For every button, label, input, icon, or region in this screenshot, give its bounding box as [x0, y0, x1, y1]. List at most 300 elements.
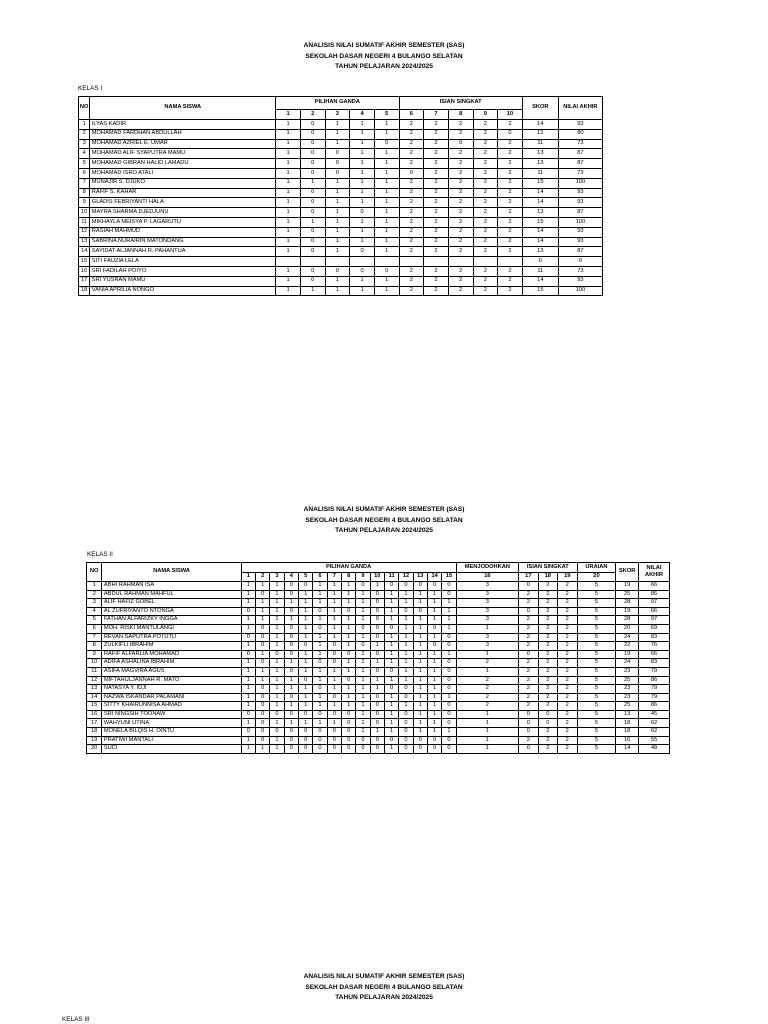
item-score: 1	[350, 286, 375, 296]
item-score: 2	[424, 286, 449, 296]
item-score: 1	[374, 178, 399, 188]
item-score: 1	[241, 642, 255, 651]
student-row	[87, 685, 670, 694]
item-score: 1	[427, 710, 441, 719]
item-score: 1	[399, 667, 413, 676]
question-number: 10	[498, 110, 523, 120]
item-score: 1	[325, 208, 350, 218]
total-score: 19	[616, 581, 639, 590]
final-grade: 80	[558, 129, 602, 139]
item-score: 2	[424, 227, 449, 237]
item-score: 2	[456, 659, 518, 668]
student-no: 17	[87, 719, 102, 728]
item-score: 1	[427, 676, 441, 685]
item-score: 0	[241, 633, 255, 642]
item-score: 1	[341, 693, 355, 702]
item-score: 1	[427, 719, 441, 728]
final-grade: 0	[558, 257, 602, 267]
header-nama: NAMA SISWA	[90, 97, 276, 120]
item-score: 1	[341, 581, 355, 590]
item-score: 1	[276, 208, 301, 218]
item-score: 0	[399, 168, 424, 178]
item-score	[498, 257, 523, 267]
student-row	[79, 227, 603, 237]
student-row	[87, 590, 670, 599]
student-row	[79, 149, 603, 159]
item-score: 0	[370, 736, 384, 745]
item-score: 2	[424, 217, 449, 227]
student-name: SRI NINGSIH TOONAW	[102, 710, 241, 719]
item-score: 2	[399, 227, 424, 237]
item-score: 2	[538, 607, 557, 616]
item-score: 2	[399, 159, 424, 169]
item-score: 0	[284, 624, 298, 633]
item-score: 1	[356, 590, 370, 599]
item-score: 1	[325, 119, 350, 129]
total-score: 14	[522, 237, 558, 247]
item-score: 2	[473, 188, 498, 198]
item-score: 1	[270, 624, 284, 633]
header-skor: SKOR	[616, 563, 639, 582]
student-row	[87, 581, 670, 590]
item-score: 1	[413, 676, 427, 685]
item-score: 1	[442, 599, 456, 608]
student-row	[79, 266, 603, 276]
student-row	[87, 667, 670, 676]
student-name: MOHAMAD ISRO ATALI	[90, 168, 276, 178]
item-score	[374, 257, 399, 267]
item-score: 0	[356, 624, 370, 633]
report-title: ANALISIS NILAI SUMATIF AKHIR SEMESTER (SAS)	[303, 506, 465, 513]
item-score: 1	[350, 168, 375, 178]
item-score: 0	[370, 590, 384, 599]
student-name: ABDUL RAHMAN MAHFUL	[102, 590, 241, 599]
item-score: 2	[424, 188, 449, 198]
item-score: 0	[356, 642, 370, 651]
item-score: 0	[300, 266, 325, 276]
item-score: 1	[356, 650, 370, 659]
item-score: 0	[448, 139, 473, 149]
item-score: 1	[427, 702, 441, 711]
item-score: 1	[356, 599, 370, 608]
item-score: 2	[558, 710, 577, 719]
header-no: NO	[79, 97, 90, 120]
total-score: 16	[616, 736, 639, 745]
student-row	[79, 217, 603, 227]
item-score: 1	[341, 659, 355, 668]
student-name: GLADIS FEBRIYANTI HALA	[90, 198, 276, 208]
item-score: 5	[577, 745, 616, 754]
item-score: 0	[327, 642, 341, 651]
question-number: 8	[341, 573, 355, 582]
item-score: 0	[370, 745, 384, 754]
student-row	[79, 119, 603, 129]
item-score: 1	[350, 119, 375, 129]
student-no: 9	[79, 198, 90, 208]
item-score: 5	[577, 693, 616, 702]
question-number: 12	[399, 573, 413, 582]
item-score: 2	[558, 642, 577, 651]
item-score: 1	[356, 659, 370, 668]
student-no: 13	[79, 237, 90, 247]
item-score: 0	[327, 650, 341, 659]
item-score: 1	[384, 702, 398, 711]
item-score: 1	[413, 659, 427, 668]
item-score: 1	[399, 633, 413, 642]
total-score: 13	[616, 710, 639, 719]
item-score: 1	[256, 745, 270, 754]
student-no: 7	[87, 633, 102, 642]
item-score: 1	[350, 188, 375, 198]
student-row	[79, 168, 603, 178]
item-score: 0	[284, 642, 298, 651]
item-score: 0	[313, 710, 327, 719]
item-score: 1	[270, 745, 284, 754]
item-score: 0	[325, 159, 350, 169]
item-score: 1	[341, 599, 355, 608]
item-score: 0	[256, 659, 270, 668]
total-score: 11	[522, 266, 558, 276]
item-score: 1	[241, 736, 255, 745]
item-score: 1	[327, 667, 341, 676]
item-score: 2	[538, 650, 557, 659]
item-score: 5	[577, 633, 616, 642]
student-row	[79, 286, 603, 296]
item-score: 0	[241, 650, 255, 659]
item-score: 0	[313, 685, 327, 694]
final-grade: 83	[638, 633, 669, 642]
item-score: 1	[276, 149, 301, 159]
final-grade: 83	[638, 659, 669, 668]
student-no: 10	[87, 659, 102, 668]
item-score: 1	[270, 642, 284, 651]
student-row	[79, 276, 603, 286]
total-score: 28	[616, 616, 639, 625]
total-score: 19	[616, 607, 639, 616]
student-row	[87, 650, 670, 659]
item-score: 1	[300, 286, 325, 296]
item-score: 1	[413, 599, 427, 608]
item-score: 0	[519, 719, 538, 728]
item-score: 2	[519, 736, 538, 745]
item-score: 1	[384, 607, 398, 616]
item-score: 1	[341, 702, 355, 711]
question-number: 8	[448, 110, 473, 120]
item-score: 2	[538, 745, 557, 754]
item-score: 0	[299, 581, 313, 590]
item-score: 2	[558, 633, 577, 642]
student-no: 14	[87, 693, 102, 702]
item-score: 2	[448, 247, 473, 257]
kelas-1-label: KELAS I	[78, 85, 103, 92]
total-score: 25	[616, 590, 639, 599]
item-score: 2	[538, 642, 557, 651]
student-name: SITI FAUZIA LELA	[90, 257, 276, 267]
student-no: 15	[87, 702, 102, 711]
student-no: 16	[87, 710, 102, 719]
student-name: SABRINA NURAIRIN MATONDANG	[90, 237, 276, 247]
item-score: 2	[538, 633, 557, 642]
student-row	[87, 736, 670, 745]
item-score: 0	[256, 642, 270, 651]
final-grade: 73	[558, 266, 602, 276]
student-row	[79, 237, 603, 247]
item-score: 1	[341, 642, 355, 651]
student-name: MOH. RISKI MANTULANGI	[102, 624, 241, 633]
item-score: 1	[313, 650, 327, 659]
item-score: 1	[256, 667, 270, 676]
total-score: 23	[616, 693, 639, 702]
student-no: 13	[87, 685, 102, 694]
item-score: 0	[300, 159, 325, 169]
item-score: 0	[356, 581, 370, 590]
item-score: 0	[300, 276, 325, 286]
question-number: 6	[399, 110, 424, 120]
item-score: 1	[384, 659, 398, 668]
item-score: 1	[384, 745, 398, 754]
item-score: 1	[374, 149, 399, 159]
item-score: 1	[276, 159, 301, 169]
item-score	[424, 257, 449, 267]
item-score: 1	[413, 624, 427, 633]
item-score: 2	[399, 178, 424, 188]
item-score: 1	[456, 745, 518, 754]
item-score: 1	[299, 667, 313, 676]
item-score: 1	[276, 139, 301, 149]
item-score: 2	[448, 129, 473, 139]
item-score: 1	[413, 642, 427, 651]
question-number: 13	[413, 573, 427, 582]
student-row	[79, 139, 603, 149]
student-row	[79, 198, 603, 208]
question-number: 9	[356, 573, 370, 582]
item-score: 1	[276, 119, 301, 129]
item-score: 2	[498, 276, 523, 286]
item-score: 2	[473, 208, 498, 218]
total-score: 23	[616, 685, 639, 694]
item-score: 2	[538, 599, 557, 608]
student-no: 19	[87, 736, 102, 745]
student-row	[87, 702, 670, 711]
item-score: 0	[241, 710, 255, 719]
total-score: 15	[522, 178, 558, 188]
item-score: 1	[270, 590, 284, 599]
item-score: 1	[341, 667, 355, 676]
student-no: 5	[87, 616, 102, 625]
item-score: 1	[384, 710, 398, 719]
header-isian-singkat: ISIAN SINGKAT	[399, 97, 522, 110]
item-score: 1	[399, 616, 413, 625]
item-score: 0	[442, 676, 456, 685]
item-score: 2	[424, 247, 449, 257]
student-no: 20	[87, 745, 102, 754]
item-score: 2	[399, 129, 424, 139]
school-year: TAHUN PELAJARAN 2024/2025	[335, 527, 433, 534]
student-name: MONELA BILQIS H. OINTU	[102, 728, 241, 737]
item-score: 0	[341, 710, 355, 719]
item-score: 1	[384, 642, 398, 651]
header-menjodohkan: MENJODOHKAN	[456, 563, 518, 573]
item-score: 1	[270, 659, 284, 668]
item-score: 1	[374, 129, 399, 139]
student-row	[87, 710, 670, 719]
item-score: 1	[374, 188, 399, 198]
item-score: 1	[270, 736, 284, 745]
item-score: 0	[427, 745, 441, 754]
item-score: 1	[270, 702, 284, 711]
item-score: 0	[384, 685, 398, 694]
item-score: 0	[341, 745, 355, 754]
item-score: 2	[519, 590, 538, 599]
item-score	[300, 257, 325, 267]
student-name: MIKHAYLA MEISYA P. LAGARUTU	[90, 217, 276, 227]
item-score: 2	[538, 736, 557, 745]
item-score: 0	[399, 719, 413, 728]
item-score: 0	[538, 719, 557, 728]
item-score: 0	[384, 624, 398, 633]
question-number: 6	[313, 573, 327, 582]
item-score: 0	[370, 719, 384, 728]
final-grade: 100	[558, 286, 602, 296]
item-score: 2	[424, 208, 449, 218]
student-name: WAHYUNI UTINA	[102, 719, 241, 728]
item-score: 1	[370, 676, 384, 685]
item-score: 5	[577, 685, 616, 694]
total-score: 0	[522, 257, 558, 267]
item-score: 1	[241, 702, 255, 711]
item-score: 1	[241, 719, 255, 728]
final-grade: 45	[638, 710, 669, 719]
item-score: 0	[284, 693, 298, 702]
item-score: 0	[413, 745, 427, 754]
item-score: 1	[276, 276, 301, 286]
item-score: 1	[313, 633, 327, 642]
student-no: 7	[79, 178, 90, 188]
item-score: 2	[498, 119, 523, 129]
item-score: 2	[473, 119, 498, 129]
item-score: 0	[370, 710, 384, 719]
item-score: 0	[356, 745, 370, 754]
student-no: 18	[87, 728, 102, 737]
question-number: 10	[370, 573, 384, 582]
item-score: 0	[325, 149, 350, 159]
item-score: 0	[370, 607, 384, 616]
item-score: 3	[456, 633, 518, 642]
item-score: 1	[427, 633, 441, 642]
question-number: 19	[558, 573, 577, 582]
item-score: 1	[374, 198, 399, 208]
item-score: 0	[399, 710, 413, 719]
question-number: 2	[300, 110, 325, 120]
item-score: 1	[327, 685, 341, 694]
item-score: 2	[448, 159, 473, 169]
item-score: 1	[276, 178, 301, 188]
item-score: 0	[256, 728, 270, 737]
item-score: 2	[538, 616, 557, 625]
student-no: 12	[87, 676, 102, 685]
total-score: 20	[616, 624, 639, 633]
item-score: 0	[284, 736, 298, 745]
item-score: 2	[538, 590, 557, 599]
item-score: 1	[374, 217, 399, 227]
student-no: 4	[79, 149, 90, 159]
item-score: 0	[442, 642, 456, 651]
item-score: 0	[370, 624, 384, 633]
item-score: 1	[370, 728, 384, 737]
final-grade: 86	[638, 702, 669, 711]
item-score: 1	[374, 227, 399, 237]
item-score: 1	[327, 719, 341, 728]
item-score	[350, 257, 375, 267]
item-score: 0	[300, 247, 325, 257]
item-score: 0	[299, 745, 313, 754]
item-score: 1	[350, 227, 375, 237]
item-score: 1	[399, 650, 413, 659]
item-score: 2	[558, 685, 577, 694]
item-score: 0	[313, 659, 327, 668]
item-score: 1	[270, 676, 284, 685]
student-row	[87, 633, 670, 642]
school-name: SEKOLAH DASAR NEGERI 4 BULANGO SELATAN	[305, 52, 463, 60]
final-grade: 48	[638, 745, 669, 754]
question-number: 18	[538, 573, 557, 582]
item-score: 2	[399, 286, 424, 296]
item-score: 0	[413, 581, 427, 590]
item-score: 0	[399, 736, 413, 745]
total-score: 11	[522, 168, 558, 178]
student-no: 1	[87, 581, 102, 590]
item-score: 3	[456, 599, 518, 608]
question-number: 4	[350, 110, 375, 120]
item-score: 0	[538, 710, 557, 719]
item-score: 0	[370, 633, 384, 642]
item-score: 2	[448, 198, 473, 208]
item-score: 0	[325, 266, 350, 276]
student-row	[87, 616, 670, 625]
item-score: 2	[473, 286, 498, 296]
item-score: 2	[558, 667, 577, 676]
final-grade: 76	[638, 642, 669, 651]
item-score: 1	[325, 198, 350, 208]
final-grade: 87	[558, 247, 602, 257]
item-score: 0	[374, 139, 399, 149]
item-score: 2	[538, 676, 557, 685]
student-row	[79, 247, 603, 257]
final-grade: 100	[558, 178, 602, 188]
item-score: 1	[413, 590, 427, 599]
item-score: 2	[424, 276, 449, 286]
item-score: 1	[350, 217, 375, 227]
total-score: 15	[522, 217, 558, 227]
item-score: 0	[370, 616, 384, 625]
item-score: 0	[370, 702, 384, 711]
final-grade: 93	[558, 119, 602, 129]
school-year: TAHUN PELAJARAN 2024/2025	[335, 63, 433, 70]
item-score: 2	[498, 139, 523, 149]
item-score: 2	[558, 607, 577, 616]
item-score: 1	[427, 667, 441, 676]
item-score: 0	[256, 624, 270, 633]
item-score: 0	[370, 667, 384, 676]
student-row	[87, 624, 670, 633]
final-grade: 55	[638, 736, 669, 745]
item-score: 1	[241, 667, 255, 676]
item-score: 0	[442, 667, 456, 676]
total-score: 25	[616, 702, 639, 711]
item-score: 1	[325, 178, 350, 188]
item-score: 2	[519, 676, 538, 685]
item-score: 0	[370, 599, 384, 608]
